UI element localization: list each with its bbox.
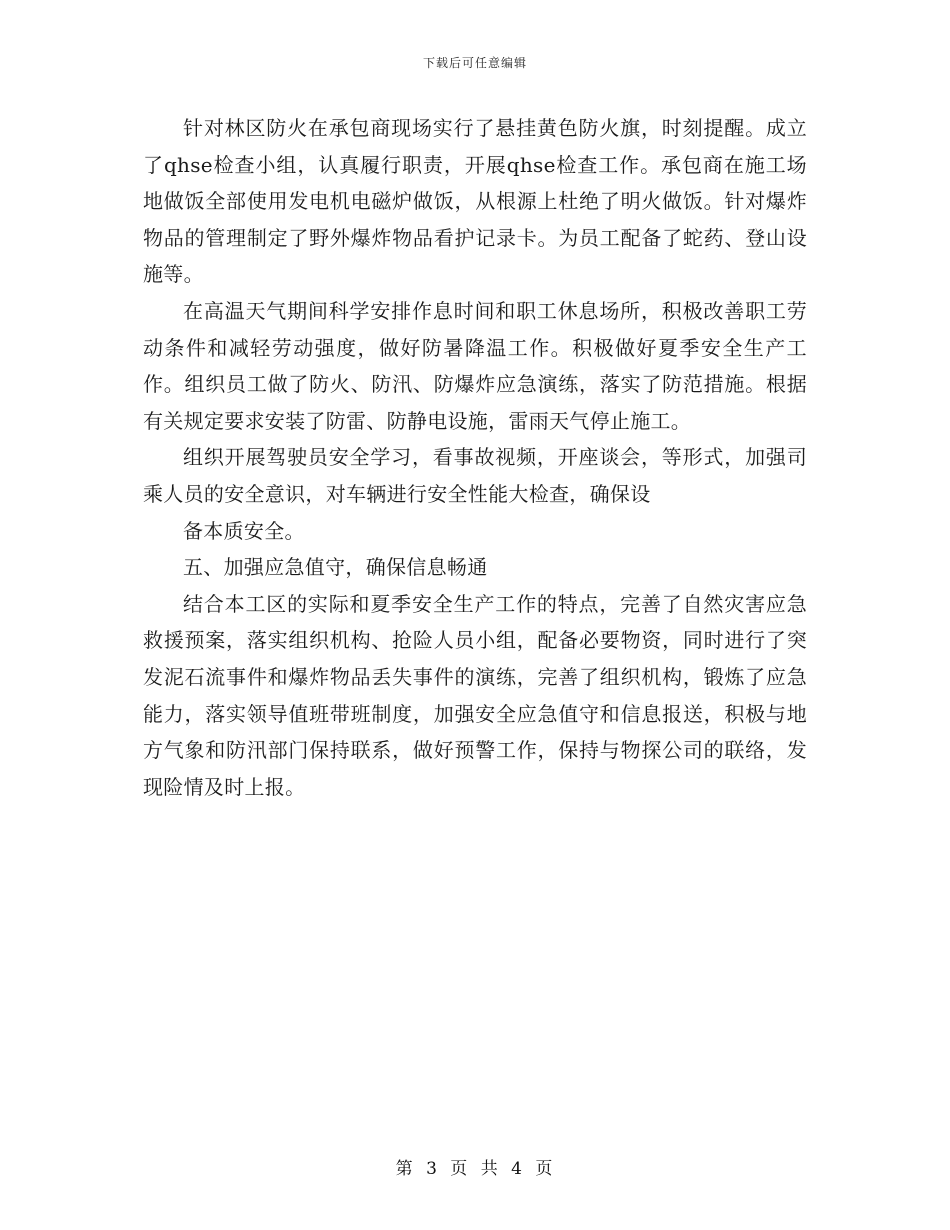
- paragraph-emergency-duty: 结合本工区的实际和夏季安全生产工作的特点，完善了自然灾害应急救援预案，落实组织机构、抢险人员小组，配备必要物资，同时进行了突发泥石流事件和爆炸物品丢失事件的演练，完善了组织机构，锻炼了应急能力，落实领导值班带班制度，加强安全应急值守和信息报送，积极与地方气象和防汛部门保持联系，做好预警工作，保持与物探公司的联络，发现险情及时上报。: [143, 591, 807, 799]
- paragraph-driver-safety: 组织开展驾驶员安全学习，看事故视频，开座谈会，等形式，加强司乘人员的安全意识，对车辆进行安全性能大检查，确保设: [143, 445, 807, 506]
- section-heading: 五、加强应急值守，确保信息畅通: [183, 555, 488, 580]
- total-prefix: 共: [480, 1159, 500, 1179]
- paragraph-continuation: 备本质安全。: [183, 518, 305, 543]
- total-unit: 页: [535, 1159, 555, 1179]
- paragraph-fire-prevention: 针对林区防火在承包商现场实行了悬挂黄色防火旗，时刻提醒。成立了qhse检查小组，认真履行职责，开展qhse检查工作。承包商在施工场地做饭全部使用发电机电磁炉做饭，从根源上杜绝了明火做饭。针对爆炸物品的管理制定了野外爆炸物品看护记录卡。为员工配备了蛇药、登山设施等。: [143, 116, 807, 287]
- header-note: 下载后可任意编辑: [422, 56, 527, 70]
- page-unit: 页: [450, 1159, 470, 1179]
- page-footer: [0, 1154, 950, 1179]
- paragraph-high-temperature: 在高温天气期间科学安排作息时间和职工休息场所，积极改善职工劳动条件和减轻劳动强度，做好防暑降温工作。积极做好夏季安全生产工作。组织员工做了防火、防汛、防爆炸应急演练，落实了防范措施。根据有关规定要求安装了防雷、防静电设施，雷雨天气停止施工。: [143, 298, 807, 433]
- page-prefix: 第: [395, 1159, 415, 1179]
- page-number: 3: [426, 1159, 439, 1179]
- total-pages: 4: [511, 1159, 524, 1179]
- document-body: [143, 110, 807, 805]
